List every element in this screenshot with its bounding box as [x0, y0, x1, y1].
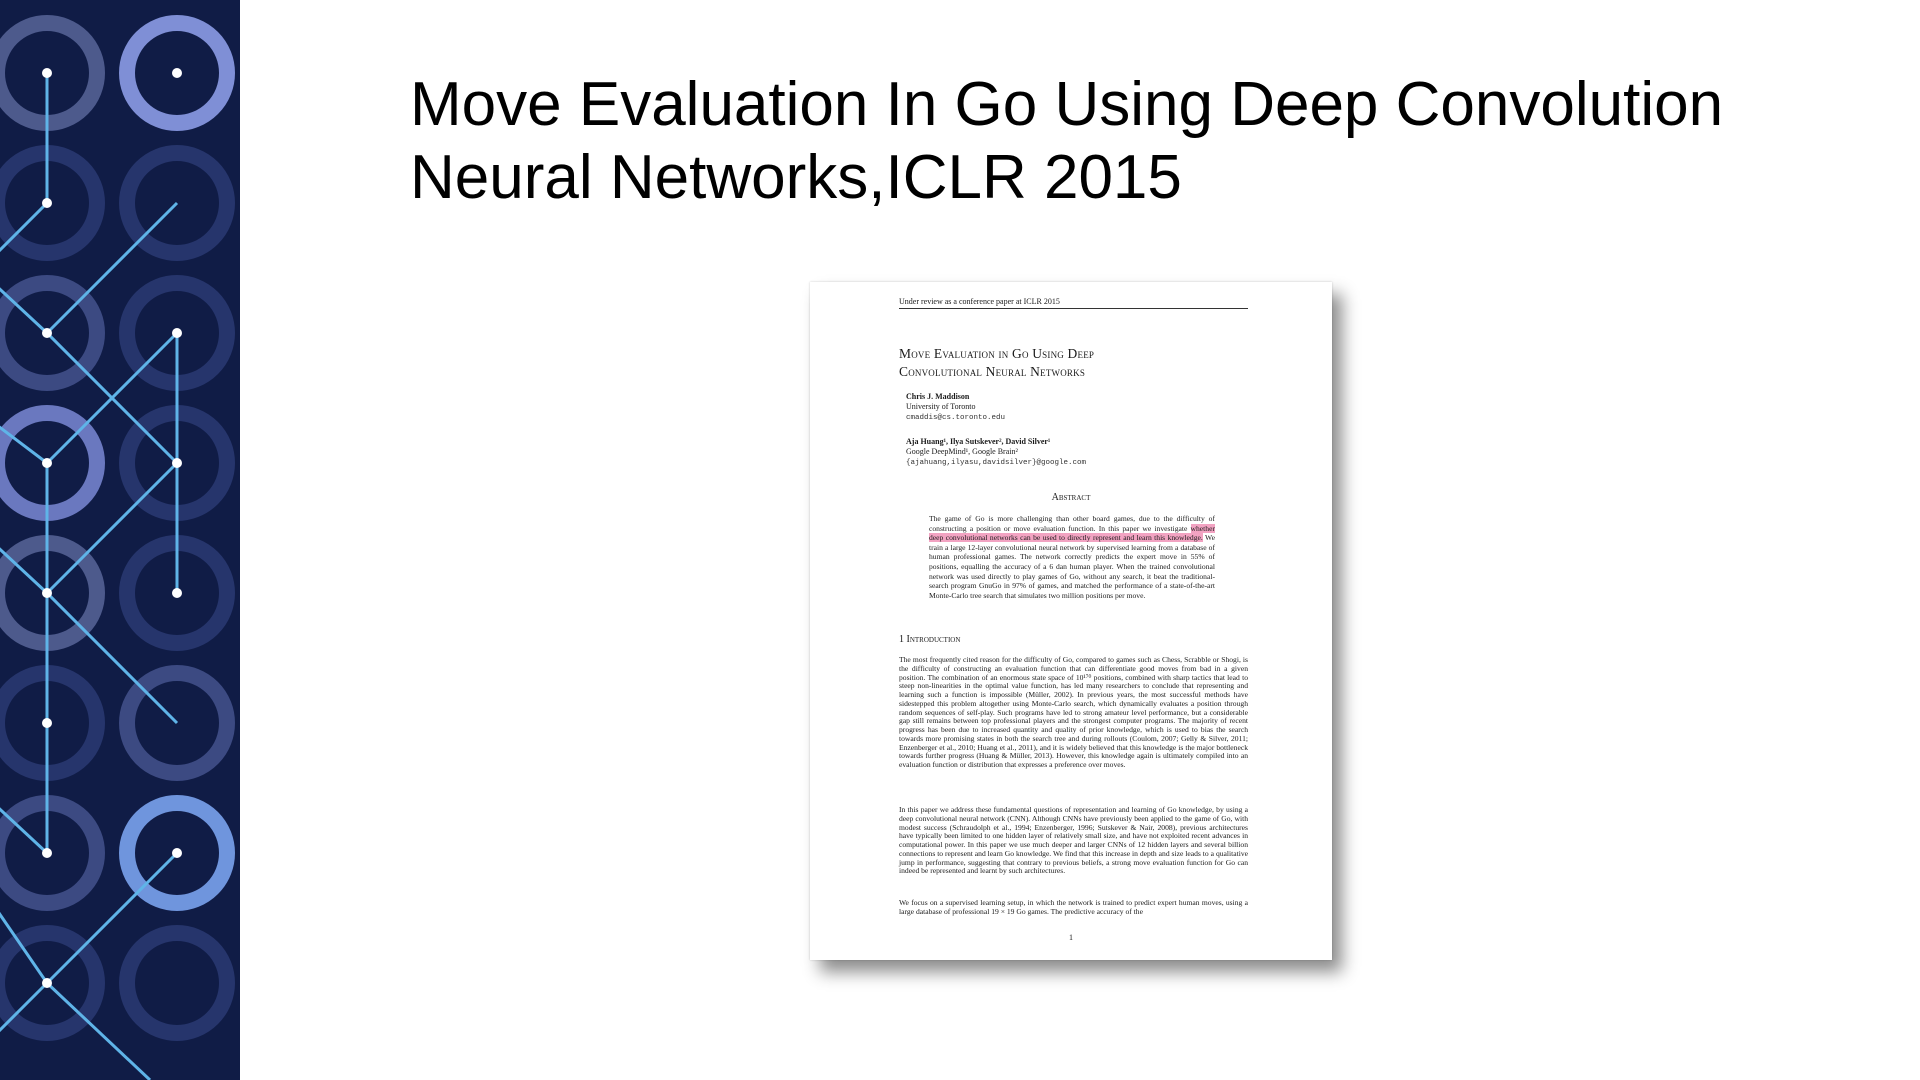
- slide-title-line2: Neural Networks,ICLR 2015: [410, 143, 1182, 212]
- paper-title-line2: Convolutional Neural Networks: [899, 364, 1086, 379]
- author1-affiliation: University of Toronto: [906, 402, 976, 411]
- slide-title: [410, 68, 1830, 214]
- author2-email: {ajahuang,ilyasu,davidsilver}@google.com: [906, 459, 1087, 467]
- author1-name: Chris J. Maddison: [906, 392, 970, 401]
- abstract-post: We train a large 12-layer convolutional neural network by supervised learning from a database of human professional games. The network correctly predicts the expert move in 55% of positions, equalling the accuracy of a 6 dan human player. When the trained convolutional network was used directly to play games of Go, without any search, it beat the traditional-search program GnuGo in 97% of games, and matched the performance of a state-of-the-art Monte-Carlo tree search that simulates two million positions per move.: [929, 533, 1215, 600]
- abstract-pre: The game of Go is more challenging than other board games, due to the difficulty of constructing a position or move evaluation function. In this paper we investigate: [929, 514, 1215, 533]
- author-block-1: [906, 392, 1005, 423]
- intro-paragraph-2: In this paper we address these fundamental questions of representation and learning of Go knowledge, by using a deep convolutional neural network (CNN). Although CNNs have previously been applied to the game of Go, with modest success (Schraudolph et al., 1994; Enzenberger, 1996; Sutskever & Nair, 2008), previous architectures have typically been limited to one hidden layer of relatively small size, and have not exploited recent advances in computational power. In this paper we use much deeper and larger CNNs of 12 hidden layers and several billion connections to represent and learn Go knowledge. We find that this increase in depth and size leads to a qualitative jump in performance, suggesting that contrary to previous beliefs, a strong move evaluation function for Go can indeed be represented and learnt by such architectures.: [899, 805, 1248, 876]
- abstract-highlighted-sentence: whether deep convolutional networks can be used to directly represent and learn this knowledge.: [929, 523, 1215, 543]
- slide-title-line1: Move Evaluation In Go Using Deep Convolution: [410, 70, 1724, 139]
- paper-running-header: Under review as a conference paper at ICLR 2015: [899, 297, 1248, 309]
- circuit-pattern: [0, 0, 240, 1080]
- intro-paragraph-1: The most frequently cited reason for the difficulty of Go, compared to games such as Chess, Scrabble or Shogi, is the difficulty of constructing an evaluation function that can differentiate good moves from bad in a given position. The combination of an enormous state space of 10¹⁷⁰ positions, combined with sharp tactics that lead to steep non-linearities in the optimal value function, has led many researchers to conclude that representing and learning such a function is impossible (Müller, 2002). In previous years, the most successful methods have sidestepped this problem altogether using Monte-Carlo search, which dynamically evaluates a position through random sequences of self-play. Such programs have led to strong amateur level performance, but a considerable gap still remains between top professional players and the strongest computer programs. The majority of recent progress has been due to increased quantity and quality of prior knowledge, which is used to bias the search towards more promising states in both the search tree and during rollouts (Coulom, 2007; Gelly & Silver, 2011; Enzenberger et al., 2010; Huang et al., 2011), and it is widely believed that this knowledge is the major bottleneck towards further progress (Huang & Müller, 2013). However, this knowledge again is ultimately compiled into an evaluation function or distribution that expresses a preference over moves.: [899, 655, 1248, 769]
- author-block-2: [906, 437, 1086, 468]
- paper-title-line1: Move Evaluation in Go Using Deep: [899, 346, 1095, 361]
- ring: [127, 933, 227, 1033]
- paper-page: [810, 282, 1332, 960]
- decorative-sidebar: [0, 0, 240, 1080]
- page-number: 1: [1069, 933, 1073, 942]
- abstract-text: [929, 514, 1215, 600]
- abstract-heading: Abstract: [1051, 492, 1091, 503]
- section-heading-introduction: 1 Introduction: [899, 634, 961, 645]
- intro-paragraph-3: We focus on a supervised learning setup, in which the network is trained to predict expert human moves, using a large database of professional 19 × 19 Go games. The predictive accuracy of the: [899, 898, 1248, 916]
- author2-names: Aja Huang¹, Ilya Sutskever², David Silver¹: [906, 437, 1051, 446]
- author2-affiliation: Google DeepMind¹, Google Brain²: [906, 447, 1018, 456]
- paper-title: [899, 345, 1259, 381]
- author1-email: cmaddis@cs.toronto.edu: [906, 414, 1006, 422]
